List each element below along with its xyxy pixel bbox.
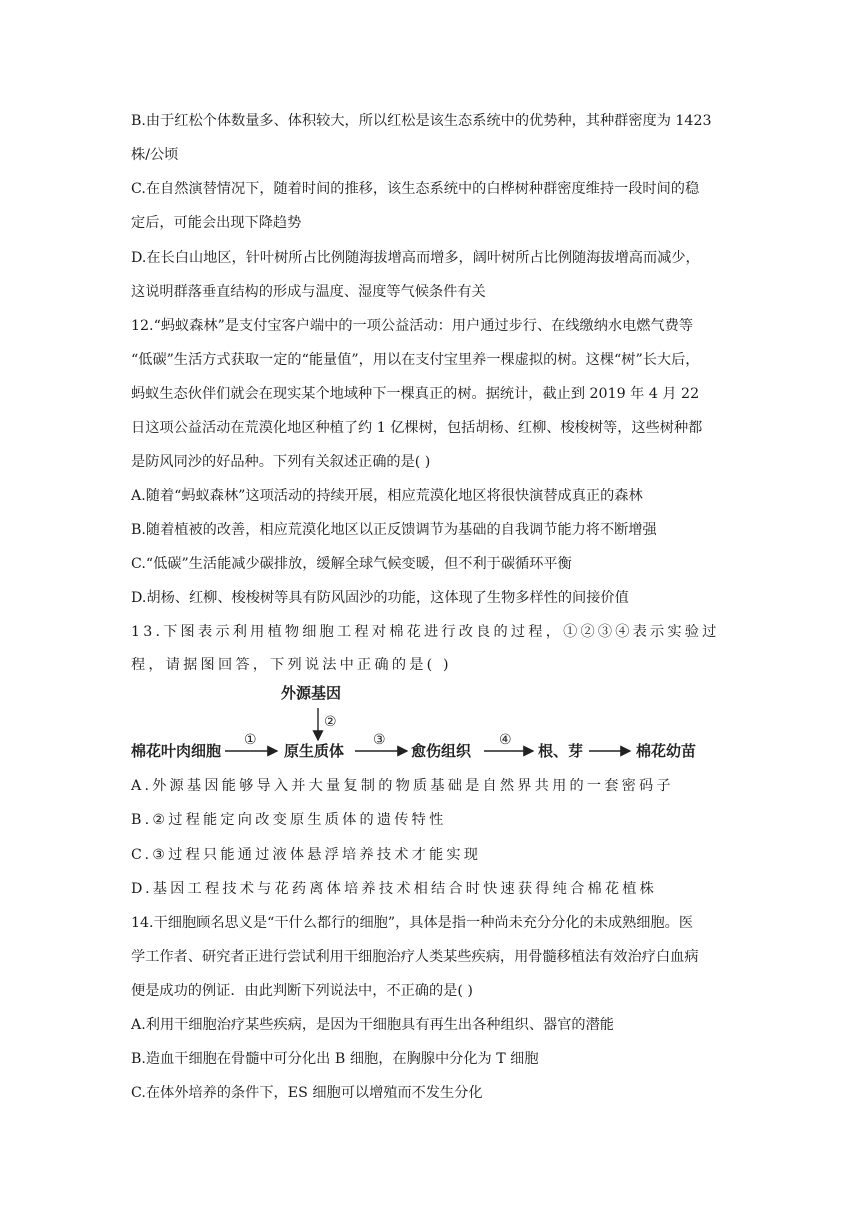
option-12a: A.随着“蚂蚁森林”这项活动的持续开展，相应荒漠化地区将很快演替成真正的森林: [131, 488, 643, 504]
option-13c: C.③过程只能通过液体悬浮培养技术才能实现: [131, 847, 482, 863]
question-14-line2: 学工作者、研究者正进行尝试利用干细胞治疗人类某些疾病，用骨髓移植法有效治疗白血病: [131, 949, 699, 965]
option-12d: D.胡杨、红柳、梭梭树等具有防风固沙的功能，这体现了生物多样性的间接价值: [131, 590, 629, 606]
option-14b: B.造血干细胞在骨髓中可分化出 B 细胞，在胸腺中分化为 T 细胞: [131, 1051, 539, 1067]
question-12-line5: 是防风同沙的好品种。下列有关叙述正确的是( ): [131, 454, 431, 470]
option-13b: B.②过程能定向改变原生质体的遗传特性: [131, 812, 447, 828]
node-mesophyll-cell: 棉花叶肉细胞: [131, 742, 222, 760]
option-12c: C.“低碳”生活能减少碳排放，缓解全球气候变暖，但不利于碳循环平衡: [131, 556, 572, 572]
option-11b-line1: B.由于红松个体数量多、体积较大，所以红松是该生态系统中的优势种，其种群密度为 1423: [131, 113, 712, 129]
question-13-line2: 程，请据图回答，下列说法中正确的是( ): [131, 657, 452, 673]
step-2-label: ②: [324, 714, 337, 730]
node-root-bud: 根、芽: [538, 742, 584, 760]
step-3-label: ③: [373, 732, 386, 748]
node-protoplast: 原生质体: [284, 742, 345, 760]
option-11b-line2: 株/公顷: [131, 147, 179, 163]
option-11c-line1: C.在自然演替情况下，随着时间的推移，该生态系统中的白桦树种群密度维持一段时间的稳: [131, 181, 700, 197]
step-4-label: ④: [499, 732, 512, 748]
option-14a: A.利用干细胞治疗某些疾病，是因为干细胞具有再生出各种组织、器官的潜能: [131, 1017, 614, 1033]
question-13-line1: 13.下图表示利用植物细胞工程对棉花进行改良的过程，①②③④表示实验过: [131, 624, 720, 640]
option-11d-line1: D.在长白山地区，针叶树所占比例随海拔增高而增多，阔叶树所占比例随海拔增高而减少，: [131, 250, 700, 266]
question-12-line2: “低碳”生活方式获取一定的“能量值”，用以在支付宝里养一棵虚拟的树。这棵“树”长大后，: [131, 352, 700, 368]
step-1-label: ①: [244, 732, 257, 748]
diagram-arrows: [131, 684, 731, 774]
node-callus: 愈伤组织: [411, 742, 472, 760]
option-11d-line2: 这说明群落垂直结构的形成与温度、湿度等气候条件有关: [131, 284, 486, 300]
question-14-line1: 14.干细胞顾名思义是“干什么都行的细胞”，具体是指一种尚未充分分化的未成熟细胞。医: [131, 915, 694, 931]
option-13d: D.基因工程技术与花药离体培养技术相结合时快速获得纯合棉花植株: [131, 881, 658, 897]
node-seedling: 棉花幼苗: [636, 742, 697, 760]
question-12-line4: 日这项公益活动在荒漠化地区种植了约 1 亿棵树，包括胡杨、红柳、梭梭树等，这些树种都: [131, 420, 703, 436]
question-12-line1: 12.“蚂蚁森林”是支付宝客户端中的一项公益活动：用户通过步行、在线缴纳水电燃气费等: [131, 318, 694, 334]
question-12-line3: 蚂蚁生态伙伴们就会在现实某个地域种下一棵真正的树。据统计，截止到 2019 年 4 月 22: [131, 386, 700, 402]
foreign-gene-label: 外源基因: [281, 684, 342, 702]
question-14-line3: 便是成功的例证．由此判断下列说法中，不正确的是( ): [131, 983, 473, 999]
option-11c-line2: 定后，可能会出现下降趋势: [131, 215, 302, 231]
option-13a: A.外源基因能够导入并大量复制的物质基础是自然界共用的一套密码子: [131, 778, 674, 794]
option-14c: C.在体外培养的条件下，ES 细胞可以增殖而不发生分化: [131, 1085, 483, 1101]
cotton-improvement-diagram: [131, 684, 731, 774]
option-12b: B.随着植被的改善，相应荒漠化地区以正反馈调节为基础的自我调节能力将不断增强: [131, 522, 657, 538]
